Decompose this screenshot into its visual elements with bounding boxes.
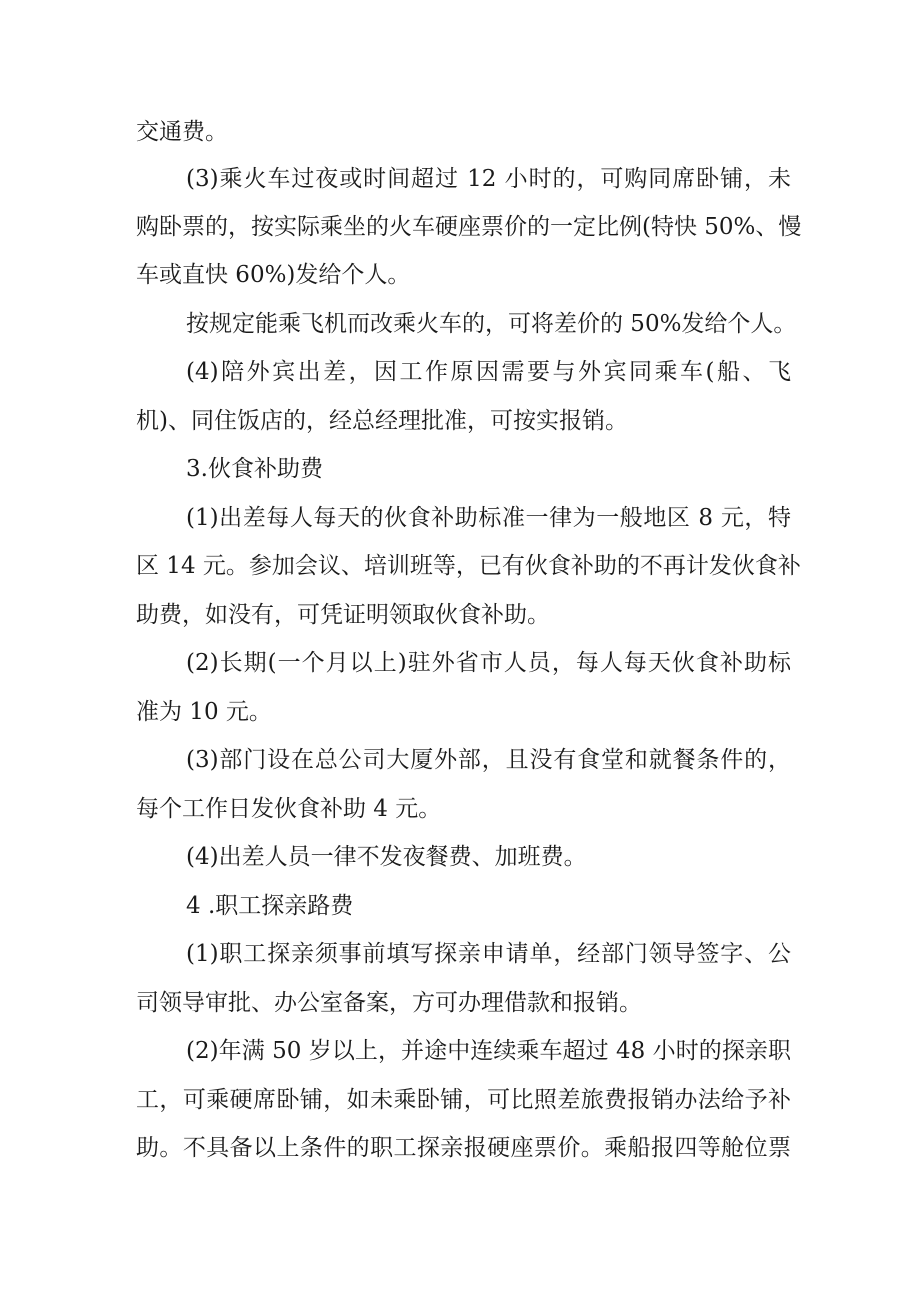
text-line: 购卧票的，按实际乘坐的火车硬座票价的一定比例(特快 50%、慢 <box>136 214 802 240</box>
text-line: (1)职工探亲须事前填写探亲申请单，经部门领导签字、公 <box>186 941 791 967</box>
text-line: (3)部门设在总公司大厦外部，且没有食堂和就餐条件的， <box>186 747 791 773</box>
text-line: (2)长期(一个月以上)驻外省市人员，每人每天伙食补助标 <box>186 650 791 676</box>
text-line: 机)、同住饭店的，经总经理批准，可按实报销。 <box>136 408 628 434</box>
section-heading: 4 .职工探亲路费 <box>186 893 354 919</box>
text-line: 交通费。 <box>136 119 228 145</box>
text-line: 助费，如没有，可凭证明领取伙食补助。 <box>136 602 550 628</box>
text-line: (1)出差每人每天的伙食补助标准一律为一般地区 8 元，特 <box>186 505 791 531</box>
text-line: 准为 10 元。 <box>136 699 272 725</box>
text-line: 车或直快 60%)发给个人。 <box>136 262 411 288</box>
text-line: 每个工作日发伙食补助 4 元。 <box>136 796 442 822</box>
text-line: (3)乘火车过夜或时间超过 12 小时的，可购同席卧铺，未 <box>186 166 791 192</box>
text-line: 按规定能乘飞机而改乘火车的，可将差价的 50%发给个人。 <box>186 311 797 337</box>
text-line: 司领导审批、办公室备案，方可办理借款和报销。 <box>136 990 642 1016</box>
text-line: (4)陪外宾出差，因工作原因需要与外宾同乘车(船、飞 <box>186 359 791 385</box>
text-line: 助。不具备以上条件的职工探亲报硬座票价。乘船报四等舱位票 <box>136 1135 791 1161</box>
text-line: 区 14 元。参加会议、培训班等，已有伙食补助的不再计发伙食补 <box>136 553 801 579</box>
text-line: 工，可乘硬席卧铺，如未乘卧铺，可比照差旅费报销办法给予补 <box>136 1087 791 1113</box>
section-heading: 3.伙食补助费 <box>186 456 323 482</box>
text-line: (2)年满 50 岁以上，并途中连续乘车超过 48 小时的探亲职 <box>186 1038 791 1064</box>
text-line: (4)出差人员一律不发夜餐费、加班费。 <box>186 844 587 870</box>
